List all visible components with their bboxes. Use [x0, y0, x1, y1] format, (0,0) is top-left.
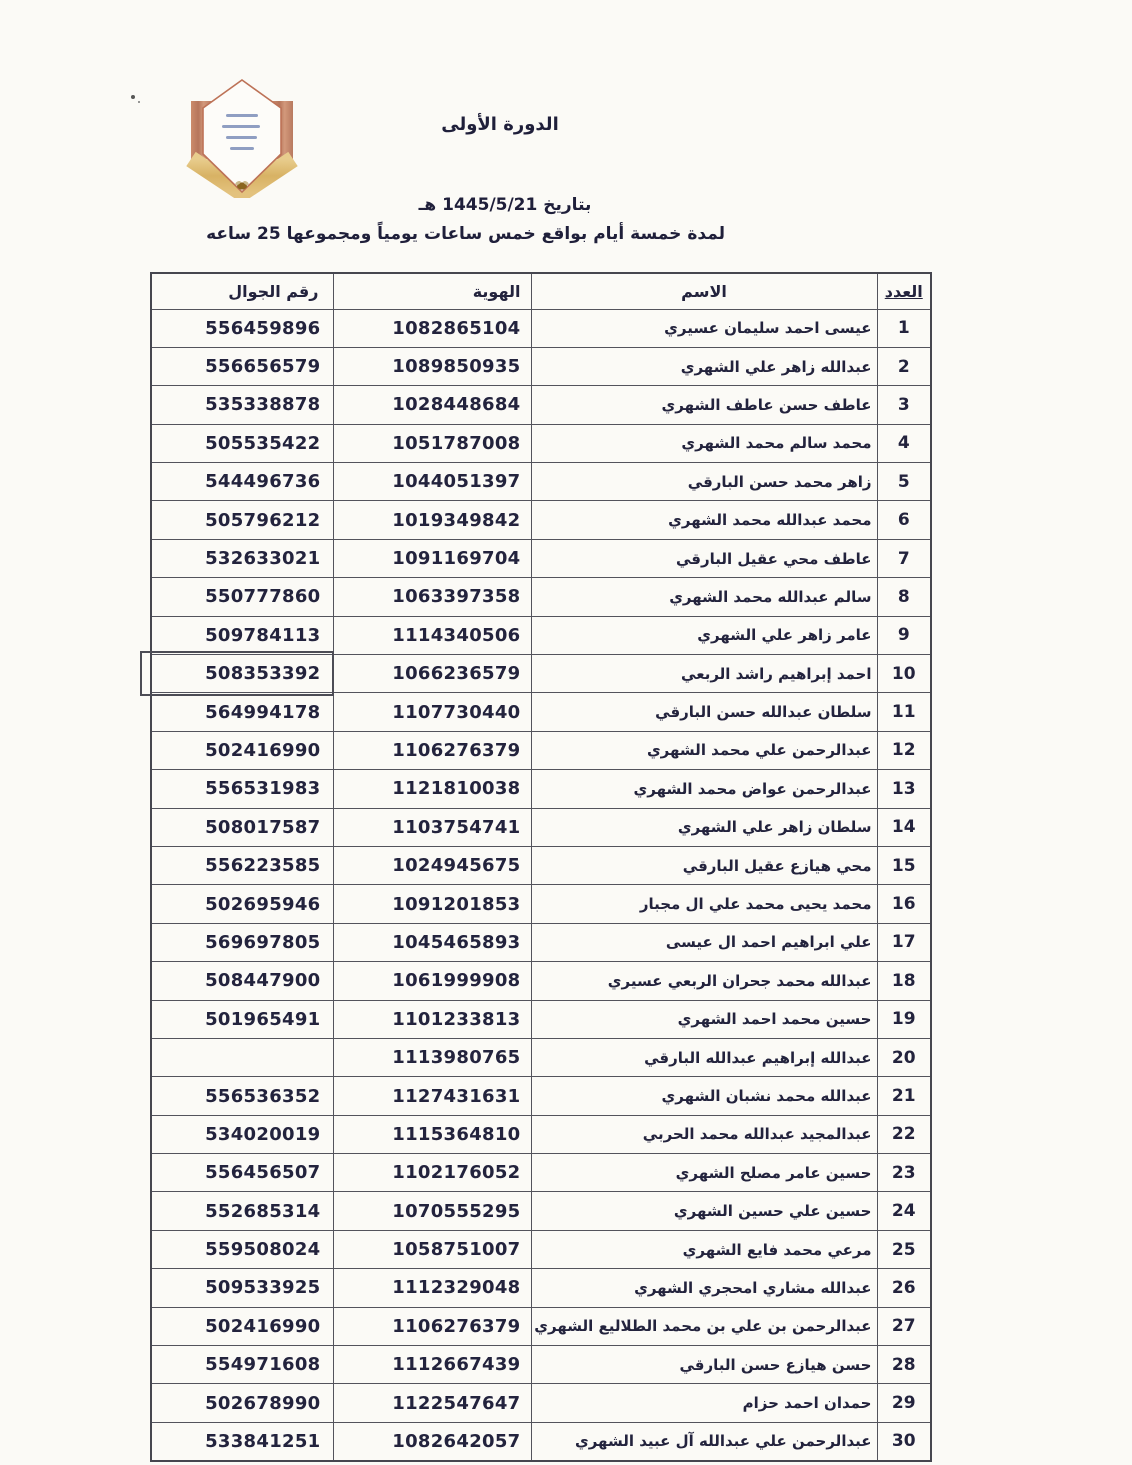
row-number: 9: [877, 616, 931, 654]
table-row: [151, 1384, 931, 1422]
mobile-number: 508447900: [151, 962, 333, 1000]
attendee-name: سلطان زاهر علي الشهري: [531, 808, 877, 846]
attendee-name: حسين علي حسين الشهري: [531, 1192, 877, 1230]
table-row: [151, 578, 931, 616]
table-row: [151, 1307, 931, 1345]
national-id: 1114340506: [333, 616, 531, 654]
date-line: بتاريخ 1445/5/21 هـ: [418, 195, 592, 215]
national-id: 1106276379: [333, 731, 531, 769]
attendee-name: محي هيازع عقيل البارقي: [531, 846, 877, 884]
national-id: 1024945675: [333, 846, 531, 884]
mobile-number: 505535422: [151, 424, 333, 462]
table-row: [151, 347, 931, 385]
mobile-number: 509533925: [151, 1269, 333, 1307]
organization-logo: [178, 74, 306, 198]
national-id: 1045465893: [333, 923, 531, 961]
header-phone: رقم الجوال: [151, 273, 333, 309]
national-id: 1113980765: [333, 1038, 531, 1076]
mobile-number: 534020019: [151, 1115, 333, 1153]
scan-speck: [131, 95, 135, 99]
row-number: 22: [877, 1115, 931, 1153]
row-number: 27: [877, 1307, 931, 1345]
mobile-number: 559508024: [151, 1230, 333, 1268]
row-number: 26: [877, 1269, 931, 1307]
mobile-number: [151, 1038, 333, 1076]
row-number: 21: [877, 1077, 931, 1115]
national-id: 1019349842: [333, 501, 531, 539]
header-name: الاسم: [531, 273, 877, 309]
row-number: 11: [877, 693, 931, 731]
row-number: 20: [877, 1038, 931, 1076]
table-row: [151, 1346, 931, 1384]
national-id: 1121810038: [333, 770, 531, 808]
mobile-number: 535338878: [151, 386, 333, 424]
table-row: [151, 655, 931, 693]
national-id: 1101233813: [333, 1000, 531, 1038]
mobile-number: 544496736: [151, 463, 333, 501]
national-id: 1091169704: [333, 539, 531, 577]
document-title: الدورة الأولى: [441, 114, 559, 135]
table-row: [151, 1038, 931, 1076]
row-number: 7: [877, 539, 931, 577]
table-row: [151, 731, 931, 769]
attendee-name: عبدالله إبراهيم عبدالله البارقي: [531, 1038, 877, 1076]
mobile-number: 564994178: [151, 693, 333, 731]
table-row: [151, 923, 931, 961]
hexagon-bee-emblem-icon: [178, 74, 306, 198]
national-id: 1028448684: [333, 386, 531, 424]
mobile-number: 550777860: [151, 578, 333, 616]
national-id: 1063397358: [333, 578, 531, 616]
national-id: 1061999908: [333, 962, 531, 1000]
national-id: 1106276379: [333, 1307, 531, 1345]
mobile-number: 556223585: [151, 846, 333, 884]
table-row: [151, 1000, 931, 1038]
table-row: [151, 424, 931, 462]
attendee-name: عامر زاهر علي الشهري: [531, 616, 877, 654]
mobile-number: 508017587: [151, 808, 333, 846]
row-number: 14: [877, 808, 931, 846]
national-id: 1112329048: [333, 1269, 531, 1307]
mobile-number: 505796212: [151, 501, 333, 539]
duration-line: لمدة خمسة أيام بواقع خمس ساعات يومياً ومجموعها 25 ساعه: [206, 224, 725, 244]
row-number: 18: [877, 962, 931, 1000]
attendee-name: حمدان احمد حزام: [531, 1384, 877, 1422]
table-row: [151, 1115, 931, 1153]
mobile-number: 556459896: [151, 309, 333, 347]
table-row: [151, 616, 931, 654]
row-number: 3: [877, 386, 931, 424]
attendee-name: عبدالمجيد عبدالله محمد الحربي: [531, 1115, 877, 1153]
attendee-name: محمد عبدالله محمد الشهري: [531, 501, 877, 539]
attendee-name: عبدالله زاهر علي الشهري: [531, 347, 877, 385]
table-row: [151, 501, 931, 539]
attendee-name: عبدالله محمد نشبان الشهري: [531, 1077, 877, 1115]
attendee-name: مرعي محمد فايع الشهري: [531, 1230, 877, 1268]
table-row: [151, 539, 931, 577]
table-row: [151, 386, 931, 424]
national-id: 1091201853: [333, 885, 531, 923]
attendee-name: سالم عبدالله محمد الشهري: [531, 578, 877, 616]
table-row: [151, 1192, 931, 1230]
mobile-number: 552685314: [151, 1192, 333, 1230]
table-row: [151, 885, 931, 923]
row-number: 29: [877, 1384, 931, 1422]
attendee-name: زاهر محمد حسن البارقي: [531, 463, 877, 501]
national-id: 1127431631: [333, 1077, 531, 1115]
national-id: 1102176052: [333, 1154, 531, 1192]
attendee-name: حسن هيازع حسن البارقي: [531, 1346, 877, 1384]
mobile-number: 532633021: [151, 539, 333, 577]
attendee-roster-table: [150, 272, 932, 1462]
row-number: 30: [877, 1422, 931, 1460]
scan-speck: [138, 101, 140, 103]
national-id: 1122547647: [333, 1384, 531, 1422]
attendee-name: محمد سالم محمد الشهري: [531, 424, 877, 462]
national-id: 1089850935: [333, 347, 531, 385]
mobile-number: 556531983: [151, 770, 333, 808]
table-row: [151, 846, 931, 884]
mobile-number: 502678990: [151, 1384, 333, 1422]
national-id: 1107730440: [333, 693, 531, 731]
row-number: 6: [877, 501, 931, 539]
mobile-number: 533841251: [151, 1422, 333, 1460]
row-number: 10: [877, 655, 931, 693]
national-id: 1115364810: [333, 1115, 531, 1153]
row-number: 4: [877, 424, 931, 462]
table-row: [151, 309, 931, 347]
row-number: 28: [877, 1346, 931, 1384]
row-number: 16: [877, 885, 931, 923]
table-row: [151, 770, 931, 808]
attendee-name: حسين محمد احمد الشهري: [531, 1000, 877, 1038]
national-id: 1066236579: [333, 655, 531, 693]
attendee-name: عبدالرحمن علي محمد الشهري: [531, 731, 877, 769]
row-number: 1: [877, 309, 931, 347]
row-number: 25: [877, 1230, 931, 1268]
attendee-name: عبدالرحمن عواض محمد الشهري: [531, 770, 877, 808]
mobile-number: 508353392: [151, 655, 333, 693]
mobile-number: 502416990: [151, 731, 333, 769]
national-id: 1070555295: [333, 1192, 531, 1230]
attendee-name: احمد إبراهيم راشد الربعي: [531, 655, 877, 693]
attendee-name: عبدالرحمن علي عبدالله آل عبيد الشهري: [531, 1422, 877, 1460]
table-row: [151, 1269, 931, 1307]
table-row: [151, 463, 931, 501]
national-id: 1044051397: [333, 463, 531, 501]
attendee-name: عبدالله محمد جحران الربعي عسيري: [531, 962, 877, 1000]
mobile-number: 502416990: [151, 1307, 333, 1345]
national-id: 1112667439: [333, 1346, 531, 1384]
row-number: 17: [877, 923, 931, 961]
mobile-number: 556656579: [151, 347, 333, 385]
national-id: 1082642057: [333, 1422, 531, 1460]
attendee-name: محمد يحيى محمد علي ال مجبار: [531, 885, 877, 923]
mobile-number: 502695946: [151, 885, 333, 923]
national-id: 1082865104: [333, 309, 531, 347]
header-id: الهوية: [333, 273, 531, 309]
table-row: [151, 962, 931, 1000]
national-id: 1058751007: [333, 1230, 531, 1268]
table-header-row: [151, 273, 931, 309]
attendee-name: سلطان عبدالله حسن البارقي: [531, 693, 877, 731]
header-count: العدد: [877, 273, 931, 309]
table-body: [151, 309, 931, 1461]
national-id: 1103754741: [333, 808, 531, 846]
attendee-name: حسين عامر مصلح الشهري: [531, 1154, 877, 1192]
attendee-name: علي ابراهيم احمد ال عيسى: [531, 923, 877, 961]
table-row: [151, 693, 931, 731]
row-number: 2: [877, 347, 931, 385]
mobile-number: 556456507: [151, 1154, 333, 1192]
table-row: [151, 1230, 931, 1268]
attendee-name: عيسى احمد سليمان عسيري: [531, 309, 877, 347]
mobile-number: 509784113: [151, 616, 333, 654]
attendee-name: عبدالله مشاري امحجري الشهري: [531, 1269, 877, 1307]
row-number: 24: [877, 1192, 931, 1230]
mobile-number: 569697805: [151, 923, 333, 961]
table-row: [151, 808, 931, 846]
attendee-name: عاطف محي عقيل البارقي: [531, 539, 877, 577]
mobile-number: 554971608: [151, 1346, 333, 1384]
table-row: [151, 1154, 931, 1192]
row-number: 12: [877, 731, 931, 769]
mobile-number: 556536352: [151, 1077, 333, 1115]
table-row: [151, 1077, 931, 1115]
national-id: 1051787008: [333, 424, 531, 462]
row-number: 23: [877, 1154, 931, 1192]
attendee-name: عاطف حسن عاطف الشهري: [531, 386, 877, 424]
row-number: 5: [877, 463, 931, 501]
row-number: 15: [877, 846, 931, 884]
row-number: 19: [877, 1000, 931, 1038]
attendee-name: عبدالرحمن بن علي بن محمد الطلاليع الشهري: [531, 1307, 877, 1345]
row-number: 8: [877, 578, 931, 616]
mobile-number: 501965491: [151, 1000, 333, 1038]
row-number: 13: [877, 770, 931, 808]
table-row: [151, 1422, 931, 1460]
